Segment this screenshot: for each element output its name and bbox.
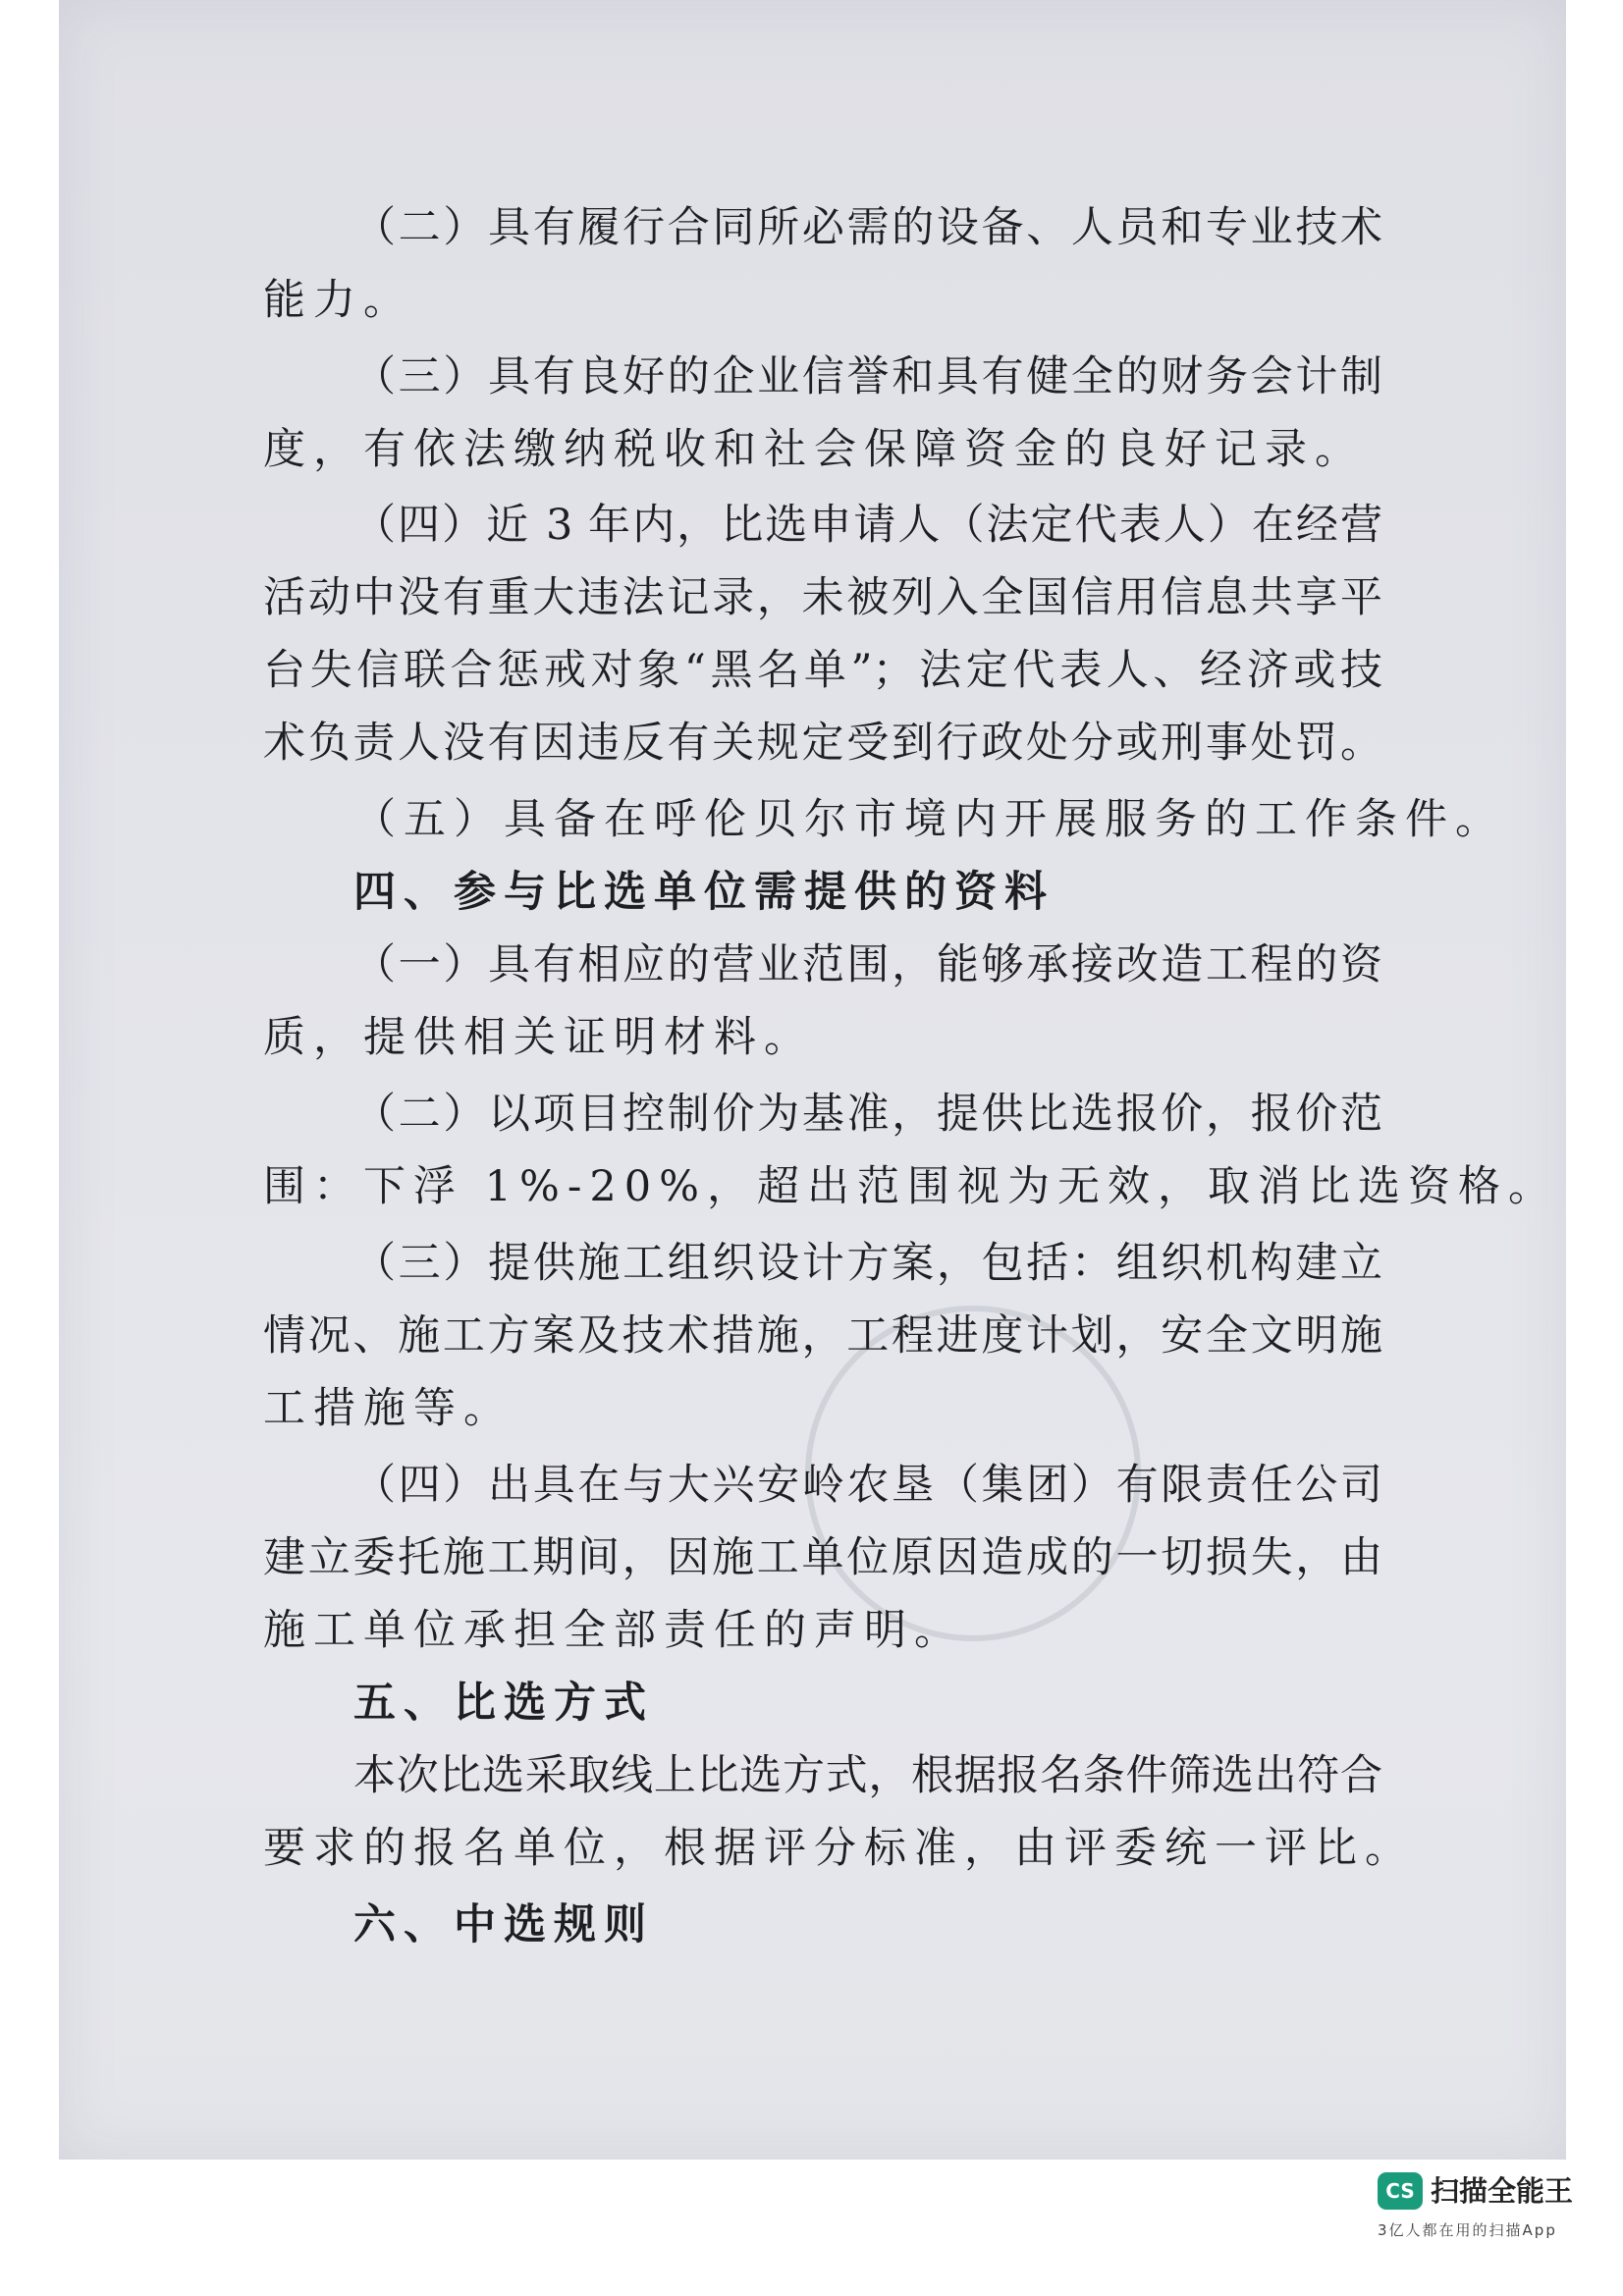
text-line: 工措施等。 [263, 1384, 514, 1433]
text-line: 度，有依法缴纳税收和社会保障资金的良好记录。 [263, 425, 1365, 474]
text-line: 能力。 [263, 276, 413, 325]
text-line: 活动中没有重大违法记录，未被列入全国信用信息共享平 [263, 573, 1382, 622]
scanned-page [59, 0, 1566, 2160]
text-line: 术负责人没有因违反有关规定受到行政处分或刑事处罚。 [263, 719, 1382, 768]
text-line: 围：下浮 1%-20%，超出范围视为无效，取消比选资格。 [263, 1162, 1558, 1211]
text-line: 本次比选采取线上比选方式，根据报名条件筛选出符合 [353, 1751, 1382, 1800]
watermark-app-name: 扫描全能王 [1431, 2174, 1574, 2208]
text-line: （二）以项目控制价为基准，提供比选报价，报价范 [353, 1090, 1382, 1139]
text-line: 要求的报名单位，根据评分标准，由评委统一评比。 [263, 1824, 1415, 1873]
text-line: （一）具有相应的营业范围，能够承接改造工程的资 [353, 940, 1382, 989]
section-heading: 五、比选方式 [353, 1679, 654, 1728]
scanner-app-watermark [1378, 2172, 1574, 2261]
text-line: （五）具备在呼伦贝尔市境内开展服务的工作条件。 [353, 795, 1505, 844]
text-line: 质，提供相关证明材料。 [263, 1013, 814, 1062]
section-heading: 四、参与比选单位需提供的资料 [353, 868, 1055, 917]
section-heading: 六、中选规则 [353, 1900, 654, 1949]
text-line: （三）提供施工组织设计方案，包括：组织机构建立 [353, 1239, 1382, 1288]
text-line: 建立委托施工期间，因施工单位原因造成的一切损失，由 [263, 1533, 1382, 1582]
text-line: （二）具有履行合同所必需的设备、人员和专业技术 [353, 203, 1382, 252]
text-line: 施工单位承担全部责任的声明。 [263, 1606, 964, 1655]
text-line: 台失信联合惩戒对象“黑名单”；法定代表人、经济或技 [263, 646, 1382, 695]
text-line: 情况、施工方案及技术措施，工程进度计划，安全文明施 [263, 1311, 1382, 1361]
camscanner-logo-icon: CS [1378, 2172, 1423, 2210]
watermark-tagline: 3亿人都在用的扫描App [1378, 2221, 1557, 2239]
text-line: （三）具有良好的企业信誉和具有健全的财务会计制 [353, 352, 1382, 401]
text-line: （四）出具在与大兴安岭农垦（集团）有限责任公司 [353, 1461, 1382, 1510]
text-line: （四）近 3 年内，比选申请人（法定代表人）在经营 [353, 501, 1382, 550]
